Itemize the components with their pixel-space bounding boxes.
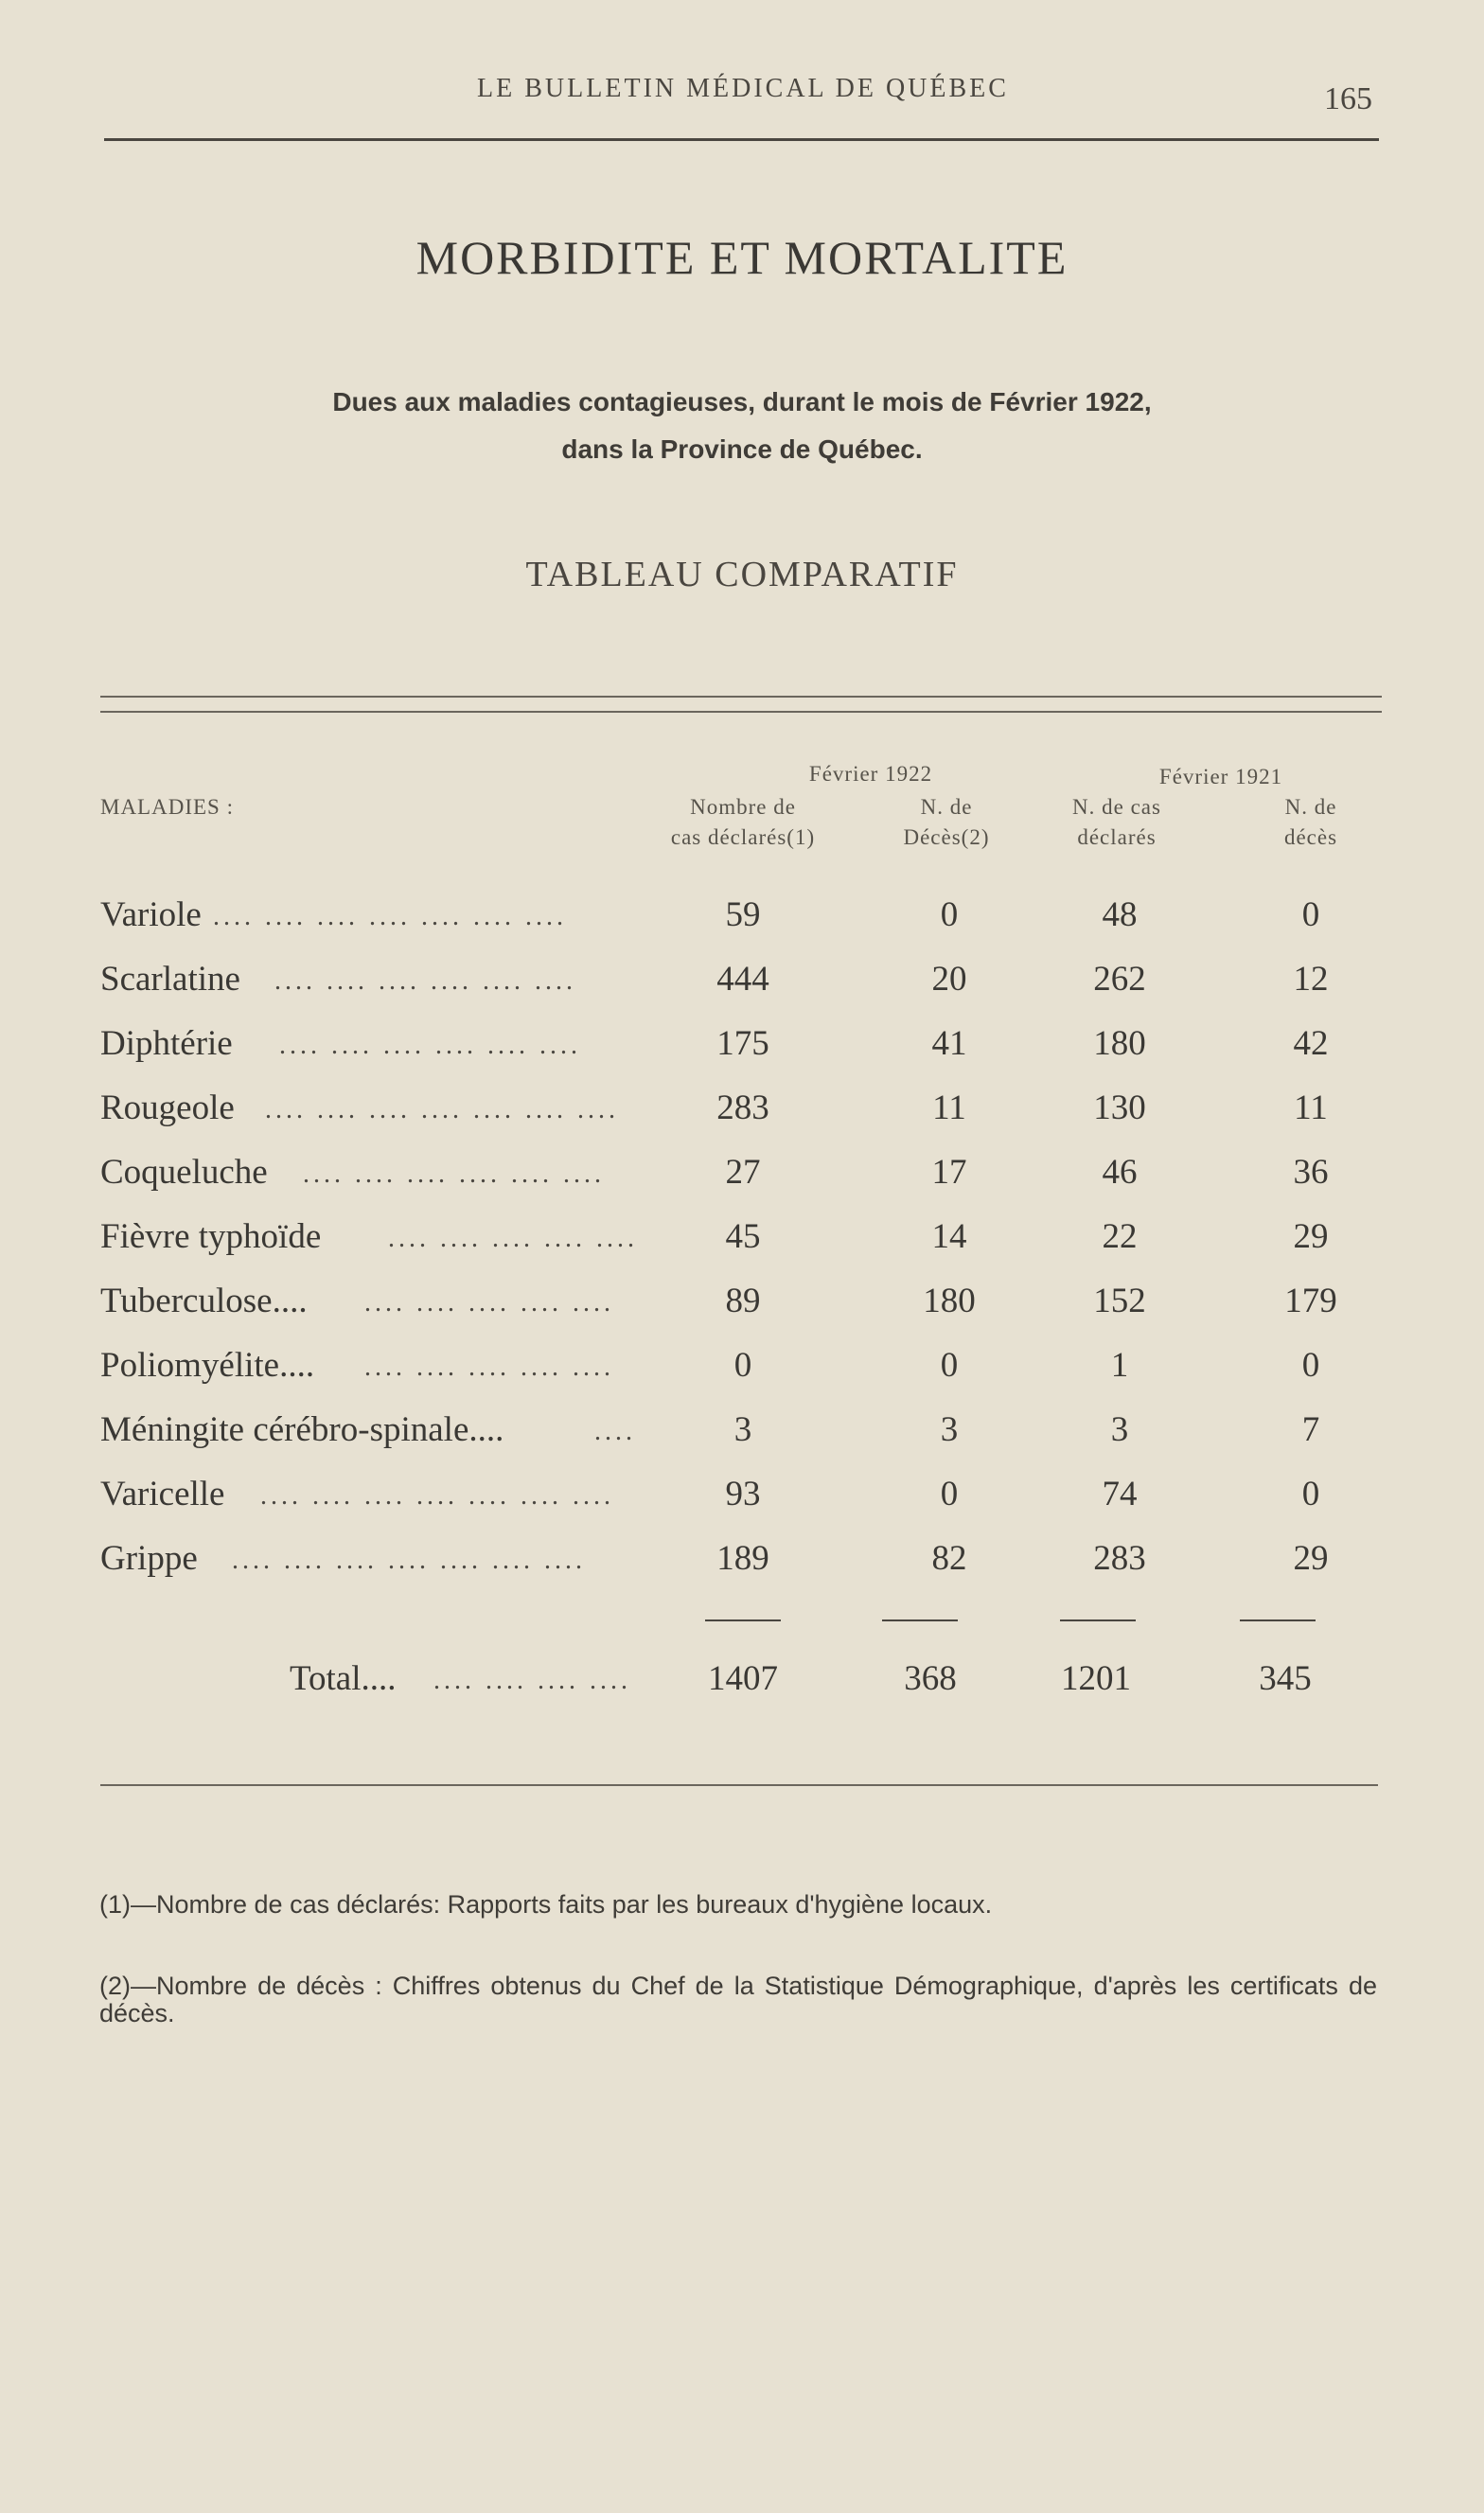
sum-rule-deaths-1921 [1240, 1619, 1316, 1621]
table-top-rule-1 [100, 696, 1382, 698]
disease-name: Méningite cérébro-spinale.... [100, 1410, 504, 1449]
deaths-1921-cell: 0 [1301, 895, 1320, 934]
deaths-1921-cell: 179 [1284, 1282, 1337, 1320]
total-deaths-1921: 345 [1259, 1659, 1312, 1698]
dot-leader: .... .... .... .... .... [388, 1224, 638, 1253]
dot-leader: .... [594, 1417, 636, 1446]
deaths-1921-cell: 0 [1301, 1475, 1320, 1513]
col-header-cases-1921-line1: N. de cas [1072, 795, 1161, 819]
deaths-1922-cell: 20 [931, 960, 967, 999]
cases-1922-cell: 283 [716, 1088, 769, 1127]
cases-1921-cell: 1 [1110, 1346, 1129, 1385]
cases-1922-cell: 27 [725, 1153, 761, 1192]
deaths-1922-cell: 41 [931, 1024, 967, 1063]
deaths-1921-cell: 29 [1293, 1539, 1329, 1578]
col-header-cases-1921-line2: déclarés [1077, 825, 1157, 849]
col-header-cases-1922-line1: Nombre de [690, 795, 796, 819]
sum-rule-deaths-1922 [882, 1619, 958, 1621]
group-header-1921: Février 1921 [1158, 765, 1283, 788]
dot-leader: .... .... .... .... .... .... .... [213, 902, 567, 931]
subtitle-line-2: dans la Province de Québec. [561, 434, 923, 464]
cases-1921-cell: 46 [1102, 1153, 1138, 1192]
deaths-1922-cell: 0 [940, 1346, 959, 1385]
disease-name: Grippe [100, 1539, 198, 1578]
total-label: Total.... [290, 1659, 397, 1698]
disease-name: Diphtérie [100, 1024, 233, 1063]
subtitle-line-1: Dues aux maladies contagieuses, durant le mois de Février 1922, [332, 387, 1152, 416]
col-header-deaths-1922-line1: N. de [920, 795, 973, 819]
disease-name: Variole [100, 895, 202, 934]
disease-name: Scarlatine [100, 960, 240, 999]
deaths-1921-cell: 12 [1293, 960, 1329, 999]
cases-1921-cell: 48 [1102, 895, 1138, 934]
deaths-1922-cell: 14 [931, 1217, 967, 1256]
dot-leader: .... .... .... .... .... [364, 1353, 614, 1382]
deaths-1921-cell: 36 [1293, 1153, 1329, 1192]
deaths-1922-cell: 3 [940, 1410, 959, 1449]
deaths-1921-cell: 7 [1301, 1410, 1320, 1449]
group-header-1922: Février 1922 [808, 762, 933, 786]
total-cases-1922: 1407 [708, 1659, 778, 1698]
dot-leader: .... .... .... .... .... .... .... [260, 1481, 614, 1511]
running-head [104, 74, 1382, 121]
cases-1922-cell: 175 [716, 1024, 769, 1063]
page-number: 165 [1324, 81, 1372, 116]
dot-leader: .... .... .... .... .... .... .... [265, 1095, 619, 1124]
dot-leader: .... .... .... .... .... .... [274, 966, 576, 996]
col-header-cases-1922-line2: cas déclarés(1) [670, 825, 816, 849]
cases-1921-cell: 152 [1093, 1282, 1146, 1320]
subtitle [0, 379, 1484, 473]
col-header-deaths-1921-line1: N. de [1284, 795, 1337, 819]
disease-name: Poliomyélite.... [100, 1346, 315, 1385]
cases-1921-cell: 180 [1093, 1024, 1146, 1063]
deaths-1921-cell: 0 [1301, 1346, 1320, 1385]
table-bottom-rule [100, 1784, 1378, 1786]
dot-leader: .... .... .... .... .... [364, 1288, 614, 1318]
col-header-deaths-1921-line2: décès [1283, 825, 1338, 849]
sum-rule-cases-1921 [1060, 1619, 1136, 1621]
header-rule [104, 138, 1379, 141]
table-title: TABLEAU COMPARATIF [525, 555, 959, 594]
cases-1922-cell: 3 [733, 1410, 752, 1449]
cases-1921-cell: 283 [1093, 1539, 1146, 1578]
cases-1922-cell: 0 [733, 1346, 752, 1385]
dot-leader: .... .... .... .... .... .... .... [232, 1546, 586, 1575]
deaths-1922-cell: 0 [940, 895, 959, 934]
cases-1921-cell: 262 [1093, 960, 1146, 999]
footnote-2: (2)—Nombre de décès : Chiffres obtenus du Chef de la Statistique Démographique, d'après les certificats de décès. [99, 1972, 1377, 2027]
disease-name: Tuberculose.... [100, 1282, 308, 1320]
running-title: LE BULLETIN MÉDICAL DE QUÉBEC [477, 74, 1009, 103]
cases-1921-cell: 3 [1110, 1410, 1129, 1449]
dot-leader: .... .... .... .... [433, 1666, 631, 1695]
cases-1922-cell: 59 [725, 895, 761, 934]
cases-1921-cell: 22 [1102, 1217, 1138, 1256]
disease-name: Rougeole [100, 1088, 235, 1127]
deaths-1922-cell: 17 [931, 1153, 967, 1192]
table-top-rule-2 [100, 711, 1382, 713]
cases-1922-cell: 89 [725, 1282, 761, 1320]
sum-rule-cases-1922 [705, 1619, 781, 1621]
cases-1921-cell: 130 [1093, 1088, 1146, 1127]
deaths-1922-cell: 82 [931, 1539, 967, 1578]
dot-leader: .... .... .... .... .... .... [303, 1159, 605, 1189]
deaths-1922-cell: 11 [932, 1088, 966, 1127]
total-deaths-1922: 368 [904, 1659, 957, 1698]
col-header-deaths-1922-line2: Décès(2) [903, 825, 990, 849]
cases-1922-cell: 93 [725, 1475, 761, 1513]
disease-name: Coqueluche [100, 1153, 268, 1192]
deaths-1921-cell: 42 [1293, 1024, 1329, 1063]
total-cases-1921: 1201 [1061, 1659, 1131, 1698]
deaths-1921-cell: 11 [1294, 1088, 1328, 1127]
deaths-1921-cell: 29 [1293, 1217, 1329, 1256]
disease-name: Fièvre typhoïde [100, 1217, 322, 1256]
page-title: MORBIDITE ET MORTALITE [415, 231, 1069, 284]
cases-1922-cell: 189 [716, 1539, 769, 1578]
cases-1922-cell: 444 [716, 960, 769, 999]
deaths-1922-cell: 0 [940, 1475, 959, 1513]
footnote-1: (1)—Nombre de cas déclarés: Rapports faits par les bureaux d'hygiène locaux. [99, 1890, 993, 1919]
cases-1922-cell: 45 [725, 1217, 761, 1256]
disease-name: Varicelle [100, 1475, 225, 1513]
deaths-1922-cell: 180 [923, 1282, 976, 1320]
dot-leader: .... .... .... .... .... .... [279, 1031, 581, 1060]
row-label-header: MALADIES : [100, 795, 234, 819]
cases-1921-cell: 74 [1102, 1475, 1138, 1513]
